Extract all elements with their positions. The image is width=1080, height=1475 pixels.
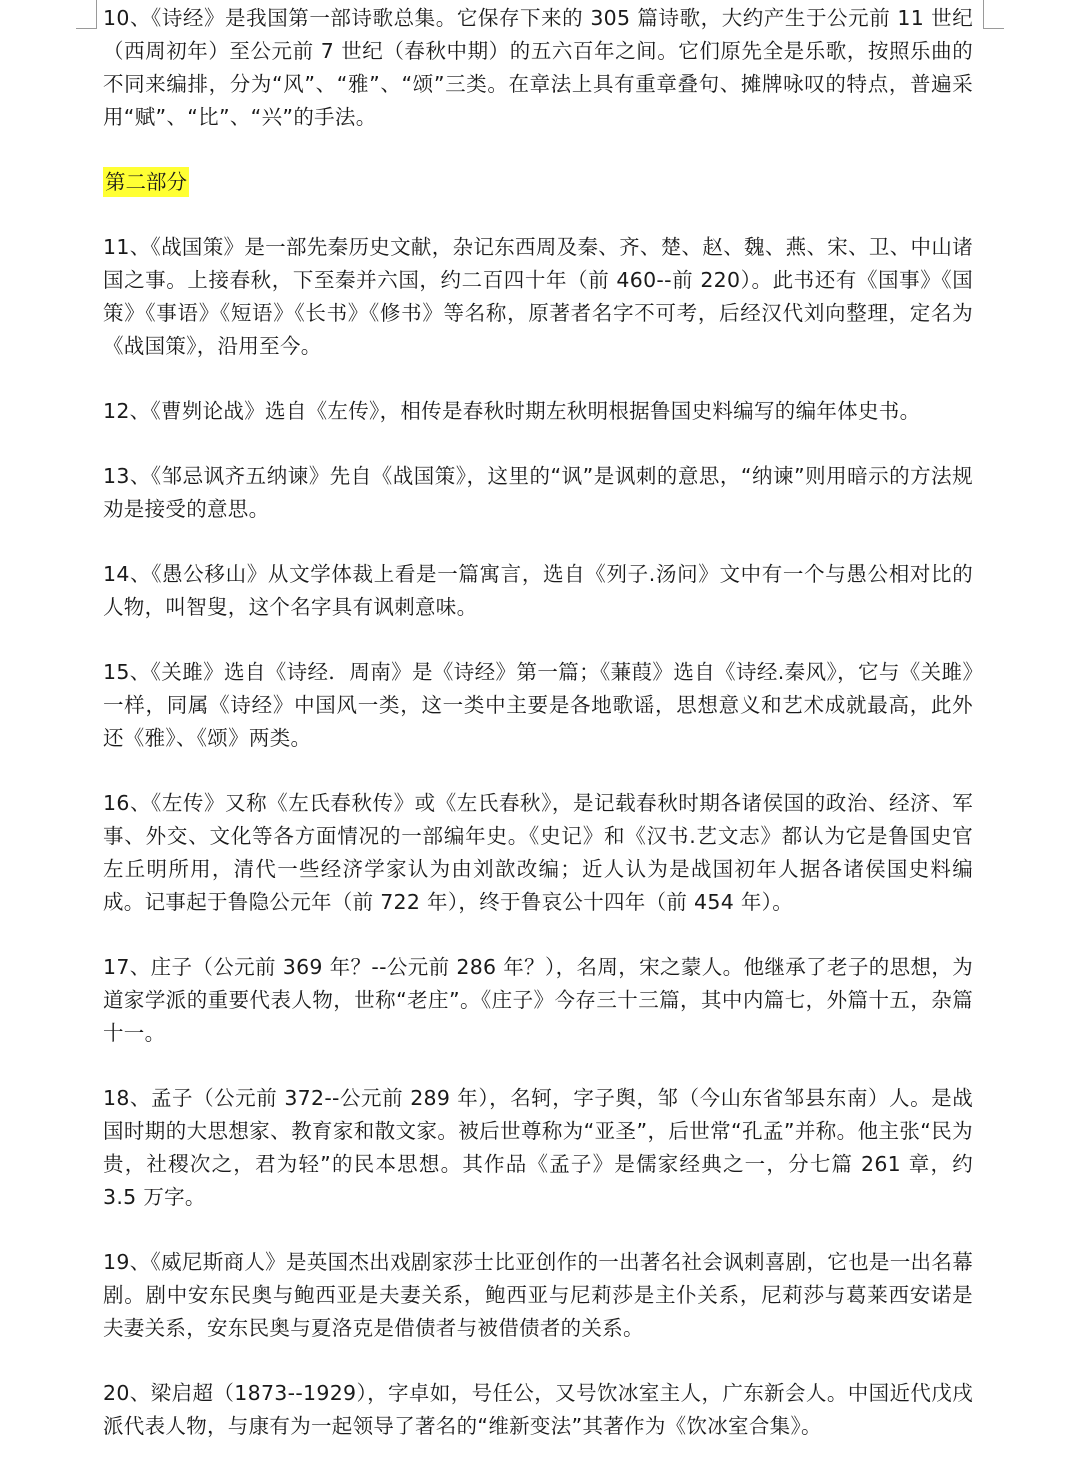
paragraph-18: 18、孟子（公元前 372--公元前 289 年），名轲，字子舆，邹（今山东省邹县东南）人。是战国时期的大思想家、教育家和散文家。被后世尊称为“亚圣”，后世常“孔孟”并称。他主张“民为贵，社稷次之，君为轻”的民本思想。其作品《孟子》是儒家经典之一，分七篇 261 章，约 3.5 万字。 — [103, 1086, 973, 1209]
paragraph-11: 11、《战国策》是一部先秦历史文献，杂记东西周及秦、齐、楚、赵、魏、燕、宋、卫、中山诸国之事。上接春秋，下至秦并六国，约二百四十年（前 460--前 220）。此书还有《国事》《国策》《事语》《短语》《长书》《修书》等名称，原著者名字不可考，后经汉代刘向整理，定名为《战国策》，沿用至今。 — [103, 235, 973, 358]
paragraph-12: 12、《曹刿论战》选自《左传》，相传是春秋时期左秋明根据鲁国史料编写的编年体史书。 — [103, 399, 921, 423]
crop-mark-left — [76, 0, 97, 29]
paragraph-17: 17、庄子（公元前 369 年？--公元前 286 年？），名周，宋之蒙人。他继承了老子的思想，为道家学派的重要代表人物，世称“老庄”。《庄子》今存三十三篇，其中内篇七，外篇十五，杂篇十一。 — [103, 955, 973, 1045]
paragraph-10: 10、《诗经》是我国第一部诗歌总集。它保存下来的 305 篇诗歌，大约产生于公元前 11 世纪（西周初年）至公元前 7 世纪（春秋中期）的五六百年之间。它们原先全是乐歌，按照乐曲的不同来编排，分为“风”、“雅”、“颂”三类。在章法上具有重章叠句、摊牌咏叹的特点，普遍采用“赋”、“比”、“兴”的手法。 — [103, 6, 973, 129]
section-title-highlight: 第二部分 — [103, 167, 189, 197]
crop-mark-right — [983, 0, 1004, 29]
paragraph-15: 15、《关雎》选自《诗经．周南》是《诗经》第一篇；《蒹葭》选自《诗经.秦风》，它与《关雎》一样，同属《诗经》中国风一类，这一类中主要是各地歌谣，思想意义和艺术成就最高，此外还《雅》、《颂》两类。 — [103, 660, 973, 750]
paragraph-16: 16、《左传》又称《左氏春秋传》或《左氏春秋》，是记载春秋时期各诸侯国的政治、经济、军事、外交、文化等各方面情况的一部编年史。《史记》和《汉书.艺文志》都认为它是鲁国史官左丘明所用，清代一些经济学家认为由刘歆改编；近人认为是战国初年人据各诸侯国史料编成。记事起于鲁隐公元年（前 722 年），终于鲁哀公十四年（前 454 年）。 — [103, 791, 973, 914]
paragraph-20: 20、梁启超（1873--1929），字卓如，号任公，又号饮冰室主人，广东新会人。中国近代戊戌派代表人物，与康有为一起领导了著名的“维新变法”其著作为《饮冰室合集》。 — [103, 1381, 973, 1438]
paragraph-14: 14、《愚公移山》从文学体裁上看是一篇寓言，选自《列子.汤问》文中有一个与愚公相对比的人物，叫智叟，这个名字具有讽刺意味。 — [103, 562, 973, 619]
section-heading — [103, 166, 973, 199]
paragraph-13: 13、《邹忌讽齐五纳谏》先自《战国策》，这里的“讽”是讽刺的意思，“纳谏”则用暗示的方法规劝是接受的意思。 — [103, 464, 973, 521]
paragraph-19: 19、《威尼斯商人》是英国杰出戏剧家莎士比亚创作的一出著名社会讽刺喜剧，它也是一出名幕剧。剧中安东民奥与鲍西亚是夫妻关系，鲍西亚与尼莉莎是主仆关系，尼莉莎与葛莱西安诺是夫妻关系，安东民奥与夏洛克是借债者与被借债者的关系。 — [103, 1250, 973, 1340]
document-body — [103, 2, 973, 1475]
